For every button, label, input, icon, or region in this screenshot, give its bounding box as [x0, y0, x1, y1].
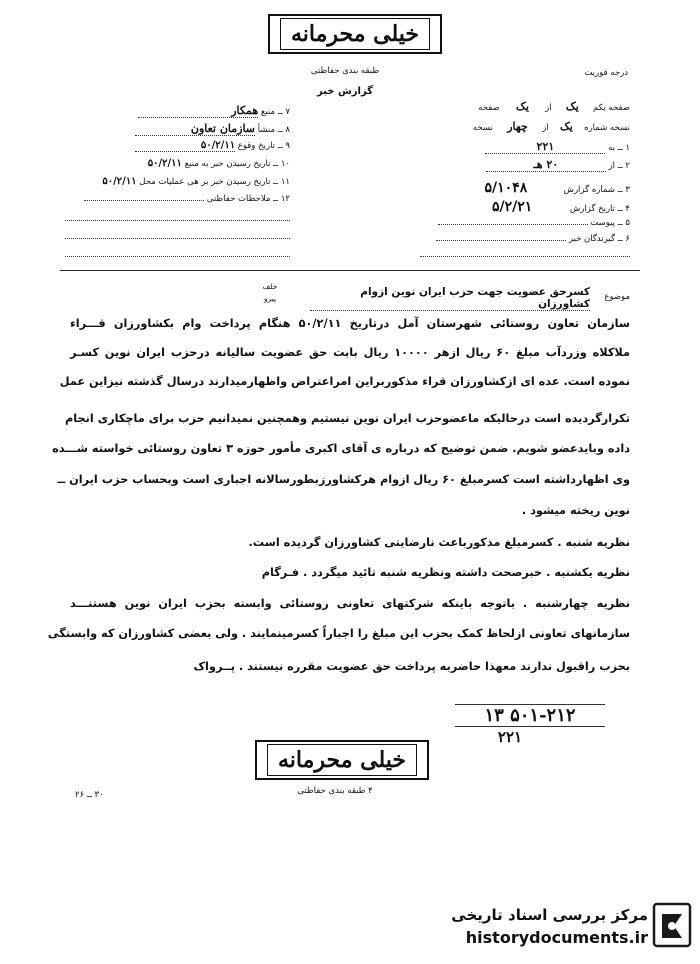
- from-label: ۲ ــ از: [608, 161, 630, 171]
- report-no-value: ۵/۱۰۴۸: [484, 180, 528, 196]
- page-label: صفحه یکم: [593, 103, 630, 113]
- from-value: ۲۰ هـ: [486, 158, 606, 172]
- copy-label: نسخه شماره: [584, 123, 630, 133]
- origin-row: [60, 122, 290, 136]
- page-of-value: یک: [515, 100, 529, 113]
- body-line-2: ملاکلاه وزردآب مبلغ ۶۰ ریال ازهر ۱۰۰۰۰ ریال بابت حق عضویت سالیانه درحزب ایران نوین کسـر: [70, 346, 631, 359]
- receipt-ops-value: ۵۰/۲/۱۱: [102, 176, 137, 187]
- receipt-source-label: ۱۰ ــ تاریخ رسیدن خبر به منبع: [184, 159, 290, 169]
- handwritten-ref-line2: ۲۲۱: [497, 728, 523, 746]
- copy-value: یک: [559, 120, 573, 133]
- blank-row-3: [60, 250, 290, 260]
- watermark-text-fa: مرکز بررسی اسناد تاریخی: [451, 906, 648, 924]
- classification-stamp-top-text: خیلی محرمانه: [280, 18, 430, 50]
- watermark-logo-icon: [652, 902, 692, 948]
- opinion-line-2: نظریه یکشنبه . خبرصحت داشته ونظریه شنبه تائید میگردد . فـرگام: [261, 566, 630, 579]
- origin-label: ۸ ــ منشأ: [257, 125, 290, 135]
- subject-value: کسرحق عضویت جهت حزب ایران نوین ازوام کشاورزان: [310, 286, 590, 311]
- report-date-value: ۵/۲/۲۱: [491, 199, 533, 215]
- report-date-label: ۴ ــ تاریخ گزارش: [569, 204, 630, 214]
- margin-note-bottom: پیرو: [263, 294, 277, 303]
- body-line-6: وی اظهارداشته است کسرمبلغ ۶۰ ریال ازوام هرکشاورزبطورسالانه اجباری است وبحساب حزب ایران ــ: [57, 473, 630, 486]
- event-date-value: ۵۰/۲/۱۱: [135, 140, 235, 152]
- margin-note-top: خلف: [262, 282, 278, 291]
- opinion-line-3: نظریه چهارشنبه . باتوجه باینکه شرکتهای تعاونی روستائی وابسته بحزب ایران نوین هستنـــد: [70, 597, 630, 610]
- event-date-label: ۹ ــ تاریخ وقوع: [237, 141, 290, 151]
- attachment-label: ۵ ــ پیوست: [590, 218, 630, 228]
- receipt-ops-row: [60, 176, 290, 187]
- page-unit: صفحه: [478, 103, 500, 113]
- origin-value: سازمان تعاون: [135, 122, 255, 136]
- classification-caption-bottom: ۴ طبقه بندی حفاظتی: [297, 786, 373, 796]
- source-label: ۷ ــ منبع: [260, 107, 290, 117]
- watermark-text-en: historydocuments.ir: [465, 928, 648, 947]
- page-value: یک: [565, 100, 579, 113]
- copy-unit: نسخه: [472, 123, 493, 133]
- security-notes-label: ۱۲ ــ ملاحظات حفاظتی: [206, 194, 290, 204]
- recipients-label: ۶ ــ گیرندگان خبر: [568, 234, 630, 244]
- classification-stamp-bottom: [255, 740, 429, 780]
- copy-of-label: از: [542, 123, 549, 133]
- from-row: [410, 158, 630, 172]
- subject-label: موضوع: [604, 292, 630, 302]
- source-value: همکار: [138, 104, 258, 118]
- classification-caption-top: طبقه بندی حفاظتی: [310, 66, 380, 76]
- report-date-row: [410, 199, 630, 215]
- security-notes-row: [60, 194, 290, 204]
- blank-row: [410, 250, 630, 260]
- priority-label: درجه فوریت: [584, 68, 628, 78]
- classification-stamp-bottom-text: خیلی محرمانه: [267, 744, 417, 776]
- blank-row-1: [60, 214, 290, 224]
- report-no-row: [410, 180, 630, 196]
- header-separator: [60, 270, 640, 271]
- handwritten-ref-line1: ۵۰۱-۲۱۲ ۱۳: [455, 704, 605, 727]
- receipt-ops-label: ۱۱ ــ تاریخ رسیدن خبر بر هی عملیات محل: [139, 177, 290, 187]
- blank-row-2: [60, 232, 290, 242]
- to-value: ۲۲۱: [485, 140, 605, 154]
- report-title: گزارش خبر: [316, 86, 373, 97]
- copy-of-value: چهار: [507, 120, 528, 133]
- page-of-label: از: [545, 103, 552, 113]
- body-line-3: نموده است. عده ای ازکشاورزان قراء مذکوربراین امراعتراض واظهارمیدارند درسال گذشته نیزاین عمل: [59, 375, 630, 388]
- source-row: [60, 104, 290, 118]
- body-line-5: داده وبایدعضو شویم. ضمن توضیح که درباره ی آقای اکبری مأمور حوزه ۳ تعاون روستائی خواسته شـــده: [52, 442, 630, 455]
- recipients-row: [410, 234, 630, 244]
- opinion-line-5: بحزب راقبول ندارند معهذا حاضربه پرداخت حق عضویت مقرره نیستند . پــرواک: [193, 660, 630, 673]
- form-code: ۳۰ ــ ۲۶: [75, 790, 104, 800]
- opinion-line-1: نظریه شنبه . کسرمبلغ مذکورباعث نارضایتی کشاورزان گردیده است.: [248, 536, 630, 549]
- to-row: [410, 140, 630, 154]
- body-line-1: سازمان تعاون روستائی شهرستان آمل درتاریخ ۵۰/۲/۱۱ هنگام پرداخت وام بکشاورزان قـــراء: [70, 317, 630, 330]
- classification-stamp-top: [268, 14, 442, 54]
- body-line-4: تکرارگردیده است درحالیکه ماعضوحزب ایران نوین نیستیم وهمچنین نمیدانیم حزب برای ماچکاری انجام: [65, 412, 630, 425]
- event-date-row: [60, 140, 290, 152]
- report-no-label: ۳ ــ شماره گزارش: [563, 185, 630, 195]
- opinion-line-4: سازمانهای تعاونی ازلحاظ کمک بحزب این مبلغ را اجباراً کسرمینمایند . ولی بعضی کشاورزان که وابستگی: [47, 627, 630, 640]
- receipt-source-row: [60, 158, 290, 169]
- page-row: [410, 100, 630, 113]
- body-line-7: نوین ریخته میشود .: [521, 504, 630, 517]
- copy-row: [410, 120, 630, 133]
- to-label: ۱ ــ به: [608, 143, 630, 153]
- receipt-source-value: ۵۰/۲/۱۱: [147, 158, 182, 169]
- attachment-row: [410, 218, 630, 228]
- watermark: [392, 898, 692, 958]
